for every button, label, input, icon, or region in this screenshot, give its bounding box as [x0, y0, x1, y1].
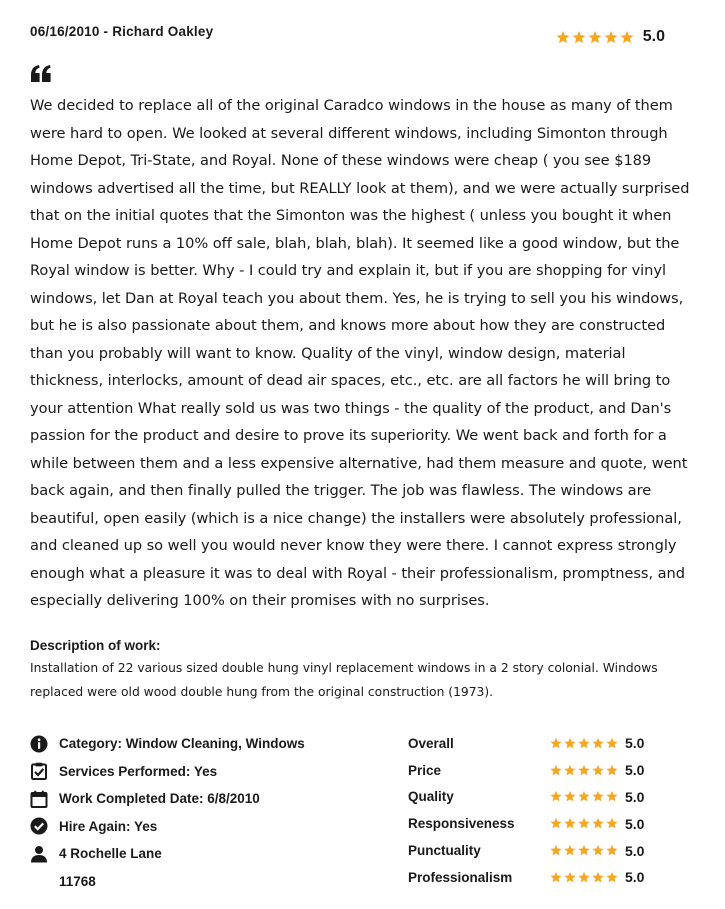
- detail-category: [30, 730, 400, 758]
- rating-label: Responsiveness: [408, 816, 515, 832]
- hire-again-text: Hire Again: Yes: [59, 818, 158, 834]
- rating-row-overall: [408, 730, 658, 757]
- review-body: We decided to replace all of the original Caradco windows in the house as many of them were hard to open. We looked at several different windows, including Simonton through Home Depot, Tri-State, and Royal. None of these windows were cheap ( you see $189 windows advertised all the time, but REALLY look at them), and we were actually surprised that on the initial quotes that the Simonton was the highest ( unless you bought it when Home Depot runs a 10% off sale, blah, blah, blah). It seemed like a good window, but the Royal window is better. Why - I could try and explain it, but if you are shopping for vinyl windows, let Dan at Royal teach you about them. Yes, he is trying to sell you his windows, but he is also passionate about them, and knows more about how they are constructed than you probably will want to know. Quality of the vinyl, window design, material thickness, interlocks, amount of dead air spaces, etc., etc. are all factors he will bring to your attention What really sold us was two things - the quality of the product, and Dan's passion for the product and desire to prove its superiority. We went back and forth for a while between them and a less expensive alternative, had them measure and quote, went back again, and then finally pulled the trigger. The job was flawless. The windows are beautiful, open easily (which is a nice change) the installers were absolutely professional, and cleaned up so well you would never know they were there. I cannot express strongly enough what a pleasure it was to deal with Royal - their professionalism, promptness, and especially delivering 100% on their promises with no surprises.: [30, 97, 690, 609]
- detail-address: [30, 840, 400, 868]
- star-icon: [549, 871, 563, 884]
- check-circle-icon: [30, 817, 48, 835]
- review-date: 06/16/2010: [30, 24, 100, 39]
- address-line2: 11768: [59, 873, 96, 889]
- quote-icon: [30, 64, 52, 84]
- rating-stars: [549, 737, 619, 750]
- rating-row-professionalism: [408, 864, 658, 891]
- detail-address-zip: [30, 868, 400, 896]
- star-icon: [605, 764, 619, 777]
- rating-label: Professionalism: [408, 869, 513, 885]
- star-icon: [619, 30, 635, 45]
- rating-stars: [549, 790, 619, 803]
- star-icon: [549, 737, 563, 750]
- detail-hire-again: [30, 813, 400, 841]
- star-icon: [577, 817, 591, 830]
- calendar-icon: [30, 790, 48, 808]
- star-icon: [549, 844, 563, 857]
- rating-label: Overall: [408, 735, 454, 751]
- star-icon: [591, 871, 605, 884]
- star-icon: [577, 871, 591, 884]
- ratings-breakdown: [408, 730, 658, 891]
- star-icon: [563, 790, 577, 803]
- rating-score: 5.0: [625, 735, 645, 752]
- star-icon: [587, 30, 603, 45]
- review-author: Richard Oakley: [112, 24, 214, 39]
- address-line1: 4 Rochelle Lane: [59, 846, 162, 862]
- rating-score: 5.0: [625, 788, 645, 805]
- star-icon: [563, 817, 577, 830]
- rating-label: Quality: [408, 789, 454, 805]
- star-icon: [591, 764, 605, 777]
- star-icon: [605, 737, 619, 750]
- review-byline: [30, 24, 213, 39]
- star-icon: [577, 844, 591, 857]
- rating-row-price: [408, 757, 658, 784]
- rating-row-punctuality: [408, 837, 658, 864]
- review-details: [30, 730, 400, 895]
- detail-services: [30, 758, 400, 786]
- description-label: Description of work:: [30, 638, 161, 653]
- star-icon: [605, 844, 619, 857]
- rating-row-quality: [408, 784, 658, 811]
- work-completed-text: Work Completed Date: 6/8/2010: [59, 791, 260, 807]
- star-icon: [563, 871, 577, 884]
- overall-stars: [555, 30, 635, 45]
- star-icon: [563, 844, 577, 857]
- star-icon: [591, 790, 605, 803]
- description-text: Installation of 22 various sized double hung vinyl replacement windows in a 2 story colonial. Windows replaced were old wood double hung from the original construction (1973).: [30, 661, 658, 699]
- category-text: Category: Window Cleaning, Windows: [59, 736, 305, 752]
- rating-score: 5.0: [625, 869, 645, 886]
- review-header: [30, 24, 665, 44]
- rating-stars: [549, 764, 619, 777]
- info-icon: [30, 735, 48, 753]
- rating-label: Price: [408, 762, 442, 778]
- star-icon: [549, 790, 563, 803]
- star-icon: [605, 871, 619, 884]
- byline-separator: -: [99, 24, 113, 39]
- rating-row-responsiveness: [408, 810, 658, 837]
- star-icon: [591, 844, 605, 857]
- star-icon: [605, 817, 619, 830]
- rating-stars: [549, 844, 619, 857]
- star-icon: [571, 30, 587, 45]
- rating-score: 5.0: [625, 815, 645, 832]
- star-icon: [603, 30, 619, 45]
- overall-score: 5.0: [642, 28, 665, 45]
- review-card: [30, 0, 710, 909]
- person-icon: [30, 845, 48, 863]
- star-icon: [591, 817, 605, 830]
- star-icon: [549, 817, 563, 830]
- star-icon: [577, 790, 591, 803]
- star-icon: [577, 764, 591, 777]
- services-text: Services Performed: Yes: [59, 763, 218, 779]
- star-icon: [605, 790, 619, 803]
- rating-stars: [549, 871, 619, 884]
- star-icon: [555, 30, 571, 45]
- star-icon: [591, 737, 605, 750]
- star-icon: [577, 737, 591, 750]
- overall-rating: [555, 28, 665, 46]
- star-icon: [563, 737, 577, 750]
- clipboard-check-icon: [30, 762, 48, 780]
- rating-score: 5.0: [625, 842, 645, 859]
- rating-stars: [549, 817, 619, 830]
- rating-label: Punctuality: [408, 843, 481, 859]
- star-icon: [549, 764, 563, 777]
- rating-score: 5.0: [625, 762, 645, 779]
- detail-work-completed: [30, 785, 400, 813]
- star-icon: [563, 764, 577, 777]
